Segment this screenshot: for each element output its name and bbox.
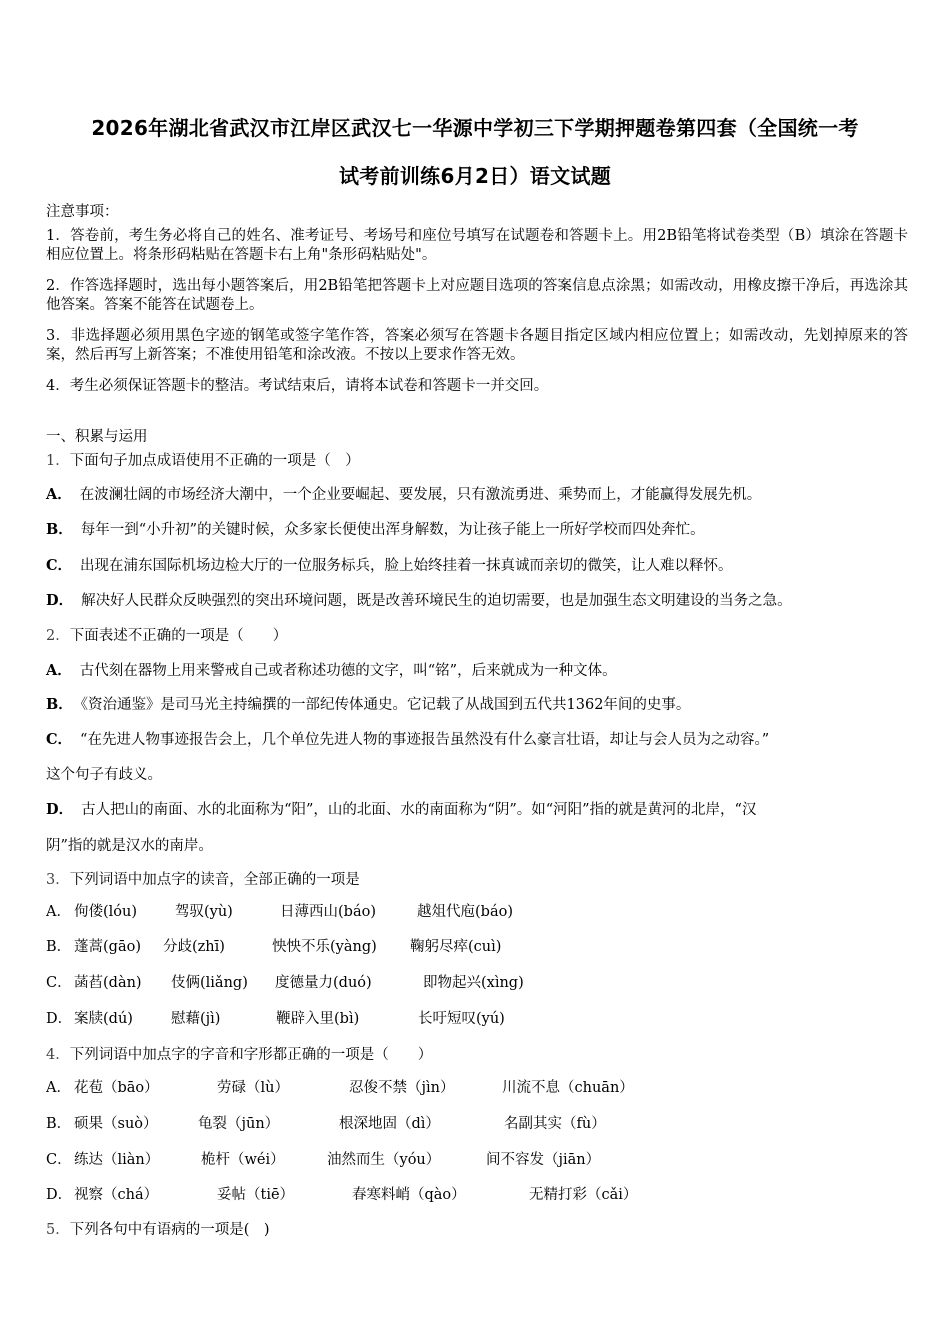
option-item: 鞭辟入里(bì): [276, 1011, 360, 1027]
question-3-stem: [46, 871, 908, 890]
question-text: 下列各句中有语病的一项是( ): [69, 1222, 270, 1238]
q2-option-c[interactable]: [46, 730, 908, 750]
option-item: 鞠躬尽瘁(cuì): [410, 939, 502, 955]
option-item: 慰藉(jì): [171, 1011, 221, 1027]
question-number: 4．: [46, 1047, 70, 1063]
option-item: 日薄西山(báo): [280, 904, 376, 920]
notice-item-4: 4．考生必须保证答题卡的整洁。考试结束后，请将本试卷和答题卡一并交回。: [46, 378, 549, 394]
option-text: 解决好人民群众反映强烈的突出环境问题，既是改善环境民生的迫切需要，也是加强生态文明建设的当务之急。: [81, 593, 792, 609]
option-label: D．: [46, 1011, 73, 1027]
question-2-stem: [46, 627, 908, 646]
q2-option-d-continued: 阴”指的就是汉水的南岸。: [46, 838, 213, 854]
option-label: C．: [46, 557, 73, 574]
notice-item-3: 3．非选择题必须用黑色字迹的钢笔或签字笔作答，答案必须写在答题卡各题目指定区域内相应位置上；如需改动，先划掉原来的答案，然后再写上新答案；不准使用铅笔和涂改液。不按以上要求作答无效。: [46, 328, 908, 363]
option-item: 菡萏(dàn): [74, 975, 142, 991]
option-item: 忍俊不禁（jìn）: [349, 1080, 455, 1096]
option-item: 油然而生（yóu）: [327, 1152, 441, 1168]
option-item: 练达（liàn）: [74, 1152, 160, 1168]
question-text: 下列词语中加点字的字音和字形都正确的一项是（ ）: [69, 1047, 433, 1063]
notice-item-2: 2．作答选择题时，选出每小题答案后，用2B铅笔把答题卡上对应题目选项的答案信息点涂黑；如需改动，用橡皮擦干净后，再选涂其他答案。答案不能答在试题卷上。: [46, 278, 908, 313]
option-item: 桅杆（wéi）: [201, 1152, 285, 1168]
option-text: 《资治通鉴》是司马光主持编撰的一部纪传体通史。它记载了从战国到五代共1362年间的史事。: [80, 697, 691, 713]
option-item: 川流不息（chuān）: [502, 1080, 634, 1096]
question-4-stem: [46, 1046, 908, 1065]
option-label: B．: [46, 696, 73, 713]
question-number: 5．: [46, 1222, 70, 1238]
option-item: 度德量力(duó): [275, 975, 372, 991]
option-item: 伎俩(liǎng): [171, 975, 248, 991]
q1-option-a[interactable]: [46, 485, 908, 505]
question-text: 下面句子加点成语使用不正确的一项是（ ）: [69, 453, 360, 469]
option-label: B．: [46, 939, 72, 955]
option-item: 分歧(zhī): [163, 939, 225, 955]
option-label: A．: [46, 1080, 71, 1096]
q1-option-c[interactable]: [46, 556, 908, 576]
option-text: 每年一到“小升初”的关键时候，众多家长便使出浑身解数，为让孩子能上一所好学校而四处奔忙。: [80, 522, 705, 538]
option-item: 越俎代庖(báo): [417, 904, 513, 920]
option-label: C．: [46, 1152, 72, 1168]
option-text: 在波澜壮阔的市场经济大潮中，一个企业要崛起、要发展，只有激流勇进、乘势而上，才能赢得发展先机。: [79, 487, 762, 503]
option-label: C．: [46, 975, 72, 991]
option-text: “在先进人物事迹报告会上，几个单位先进人物的事迹报告虽然没有什么豪言壮语，却让与会人员为之动容。”: [80, 732, 770, 748]
option-item: 名副其实（fù）: [504, 1116, 606, 1132]
q2-option-b[interactable]: [46, 695, 908, 715]
notice-item-1: 1．答卷前，考生务必将自己的姓名、准考证号、考场号和座位号填写在试题卷和答题卡上。用2B铅笔将试卷类型（B）填涂在答题卡相应位置上。将条形码粘贴在答题卡右上角"条形码粘贴处"。: [46, 228, 908, 263]
question-5-stem: [46, 1221, 908, 1240]
option-item: 长吁短叹(yú): [418, 1011, 505, 1027]
option-item: 花苞（bāo）: [74, 1080, 159, 1096]
option-item: 案牍(dú): [74, 1011, 133, 1027]
option-item: 驾驭(yù): [175, 904, 233, 920]
option-text: 古人把山的南面、水的北面称为“阳”，山的北面、水的南面称为“阴”。如“河阳”指的就是黄河的北岸，“汉: [81, 802, 757, 818]
option-item: 佝偻(lóu): [74, 904, 138, 920]
option-label: C．: [46, 731, 73, 748]
option-label: D．: [46, 592, 74, 609]
notice-heading: 注意事项：: [46, 204, 119, 220]
question-1-stem: [46, 452, 908, 471]
option-label: A．: [46, 904, 71, 920]
option-label: D．: [46, 801, 74, 818]
page-title-line2: 试考前训练6月2日）语文试题: [338, 164, 612, 188]
q2-option-c-continued: 这个句子有歧义。: [46, 767, 162, 783]
option-label: B．: [46, 1116, 72, 1132]
option-item: 春寒料峭（qào）: [352, 1187, 466, 1203]
page-title-line1: 2026年湖北省武汉市江岸区武汉七一华源中学初三下学期押题卷第四套（全国统一考: [91, 116, 859, 140]
option-item: 怏怏不乐(yàng): [272, 939, 377, 955]
q1-option-b[interactable]: [46, 520, 908, 540]
option-item: 蓬蒿(gāo): [74, 939, 141, 955]
option-label: B．: [46, 521, 73, 538]
option-label: A．: [46, 486, 72, 503]
option-item: 视察（chá）: [74, 1187, 159, 1203]
option-item: 无精打彩（cǎi）: [529, 1187, 638, 1203]
option-text: 出现在浦东国际机场边检大厅的一位服务标兵，脸上始终挂着一抹真诚而亲切的微笑，让人难以释怀。: [80, 558, 733, 574]
q1-option-d[interactable]: [46, 591, 908, 611]
question-number: 2．: [46, 628, 70, 644]
q2-option-d[interactable]: [46, 800, 908, 820]
option-item: 龟裂（jūn）: [198, 1116, 280, 1132]
option-item: 间不容发（jiān）: [486, 1152, 601, 1168]
option-item: 即物起兴(xìng): [423, 975, 524, 991]
question-text: 下面表述不正确的一项是（ ）: [69, 628, 288, 644]
option-item: 劳碌（lù）: [217, 1080, 289, 1096]
question-text: 下列词语中加点字的读音，全部正确的一项是: [69, 872, 360, 888]
question-number: 3．: [46, 872, 70, 888]
option-item: 妥帖（tiē）: [217, 1187, 295, 1203]
q2-option-a[interactable]: [46, 661, 908, 681]
option-label: D．: [46, 1187, 73, 1203]
option-label: A．: [46, 662, 72, 679]
option-text: 古代刻在器物上用来警戒自己或者称述功德的文字，叫“铭”，后来就成为一种文体。: [79, 663, 617, 679]
section-heading: 一、积累与运用: [46, 429, 148, 445]
option-item: 硕果（suò）: [74, 1116, 158, 1132]
option-item: 根深地固（dì）: [339, 1116, 440, 1132]
question-number: 1．: [46, 453, 70, 469]
